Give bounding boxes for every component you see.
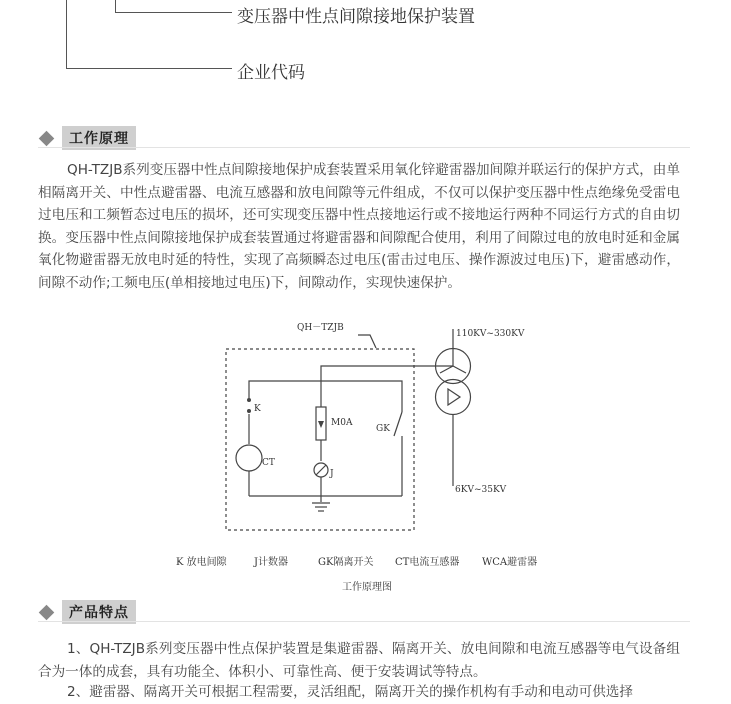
hv-voltage-label: 110KV~330KV	[456, 329, 525, 339]
device-label-leader	[358, 335, 376, 348]
legend-wca: WCA避雷器	[482, 557, 538, 568]
section-title-principle: 工作原理	[62, 126, 136, 150]
moa-label: M0A	[331, 418, 353, 428]
gk-label: GK	[376, 424, 390, 434]
tree-item-company-code: 企业代码	[237, 63, 305, 83]
tree-trunk-line	[66, 0, 67, 69]
diamond-bullet-icon	[39, 604, 55, 620]
section-rule-principle	[38, 147, 690, 148]
legend-gk-switch: GK隔离开关	[318, 557, 374, 568]
device-label: QH－TZJB	[297, 323, 344, 333]
ct-label: CT	[262, 458, 275, 468]
diamond-bullet-icon	[39, 130, 55, 146]
tree-branch-line-1	[115, 12, 232, 13]
current-transformer-ct	[236, 445, 262, 471]
k-label: K	[254, 404, 261, 414]
left-branch-line	[249, 381, 321, 398]
principle-paragraph: QH-TZJB系列变压器中性点间隙接地保护成套装置采用氧化锌避雷器加间隙并联运行的保护方式，由单相隔离开关、中性点避雷器、电流互感器和放电间隙等元件组成，不仅可以保护变压器中性点绝缘免受雷电过电压和工频暂态过电压的损坏，还可实现变压器中性点接地运行或不接地运行两种不同运行方式的自由切换。变压器中性点间隙接地保护成套装置通过将避雷器和间隙配合使用，利用了间隙过电的放电时延和金属氧化物避雷器无放电时延的特性，实现了高频瞬态过电压(雷击过电压、操作源波过电压)下，避雷感动作，间隙不动作;工频电压(单相接地过电压)下，间隙动作，实现快速保护。	[38, 162, 680, 291]
neutral-line	[321, 366, 453, 407]
working-principle-diagram	[170, 316, 560, 576]
tree-branch-line-2	[66, 68, 232, 69]
legend-j-counter: J计数器	[254, 557, 289, 568]
section-title-features: 产品特点	[62, 600, 136, 624]
section-rule-features	[38, 621, 690, 622]
features-paragraph-2-partial: 2、避雷器、隔离开关可根据工程需要，灵活组配，隔离开关的操作机构有手动和电动可供选择	[67, 684, 633, 700]
legend-ct: CT电流互感器	[395, 557, 460, 568]
lv-voltage-label: 6KV~35KV	[455, 485, 507, 495]
diagram-caption: 工作原理图	[342, 582, 392, 593]
tree-item-device: 变压器中性点间隙接地保护装置	[237, 7, 475, 27]
features-paragraph-1: 1、QH-TZJB系列变压器中性点保护装置是集避雷器、隔离开关、放电间隙和电流互感器等电气设备组合为一体的成套，具有功能全、体积小、可靠性高、便于安装调试等特点。	[38, 641, 680, 680]
gk-switch	[394, 412, 402, 436]
j-label: J	[330, 469, 334, 479]
legend-k-gap: K 放电间隙	[176, 557, 227, 568]
transformer-secondary	[436, 380, 471, 415]
